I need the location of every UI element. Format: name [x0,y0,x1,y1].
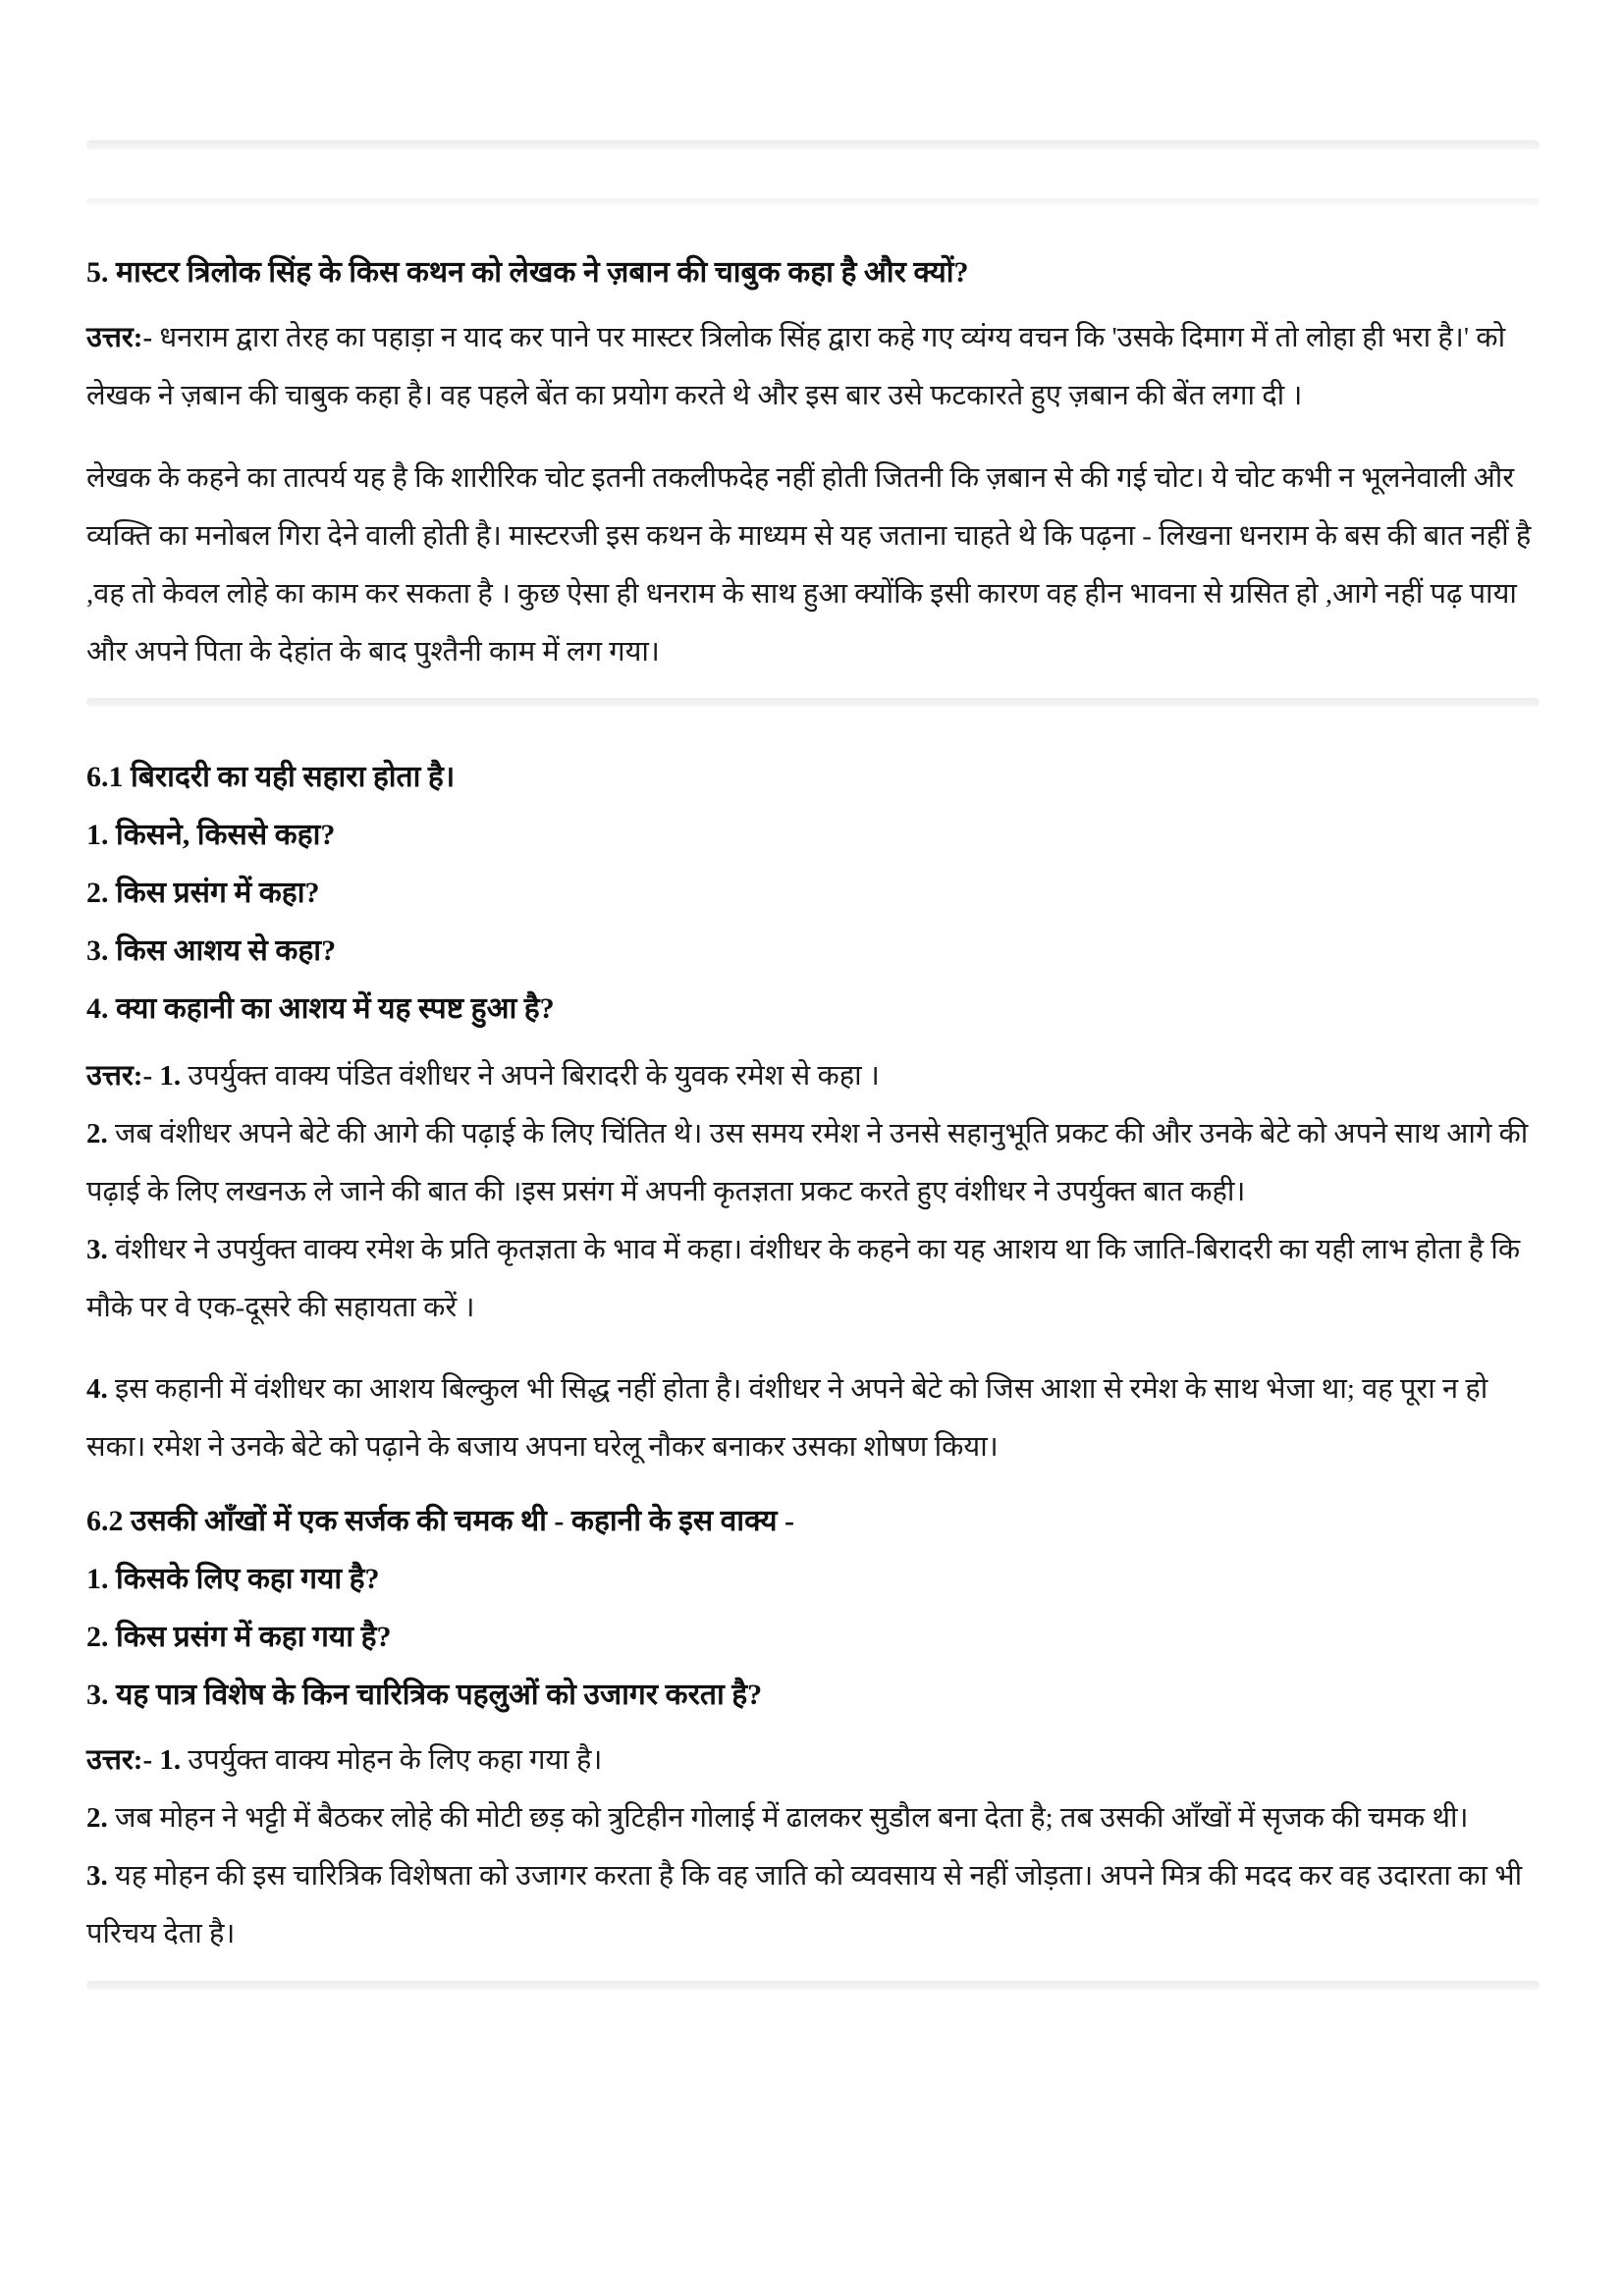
question-6-1-answer-1 [86,1047,1540,1105]
question-6-2-answer-3 [86,1847,1540,1963]
question-6-1-heading: 6.1 बिरादरी का यही सहारा होता है। [86,761,456,793]
question-6-1-answer-2 [86,1105,1540,1221]
question-6-2-sub-question-1: 1. किसके लिए कहा गया है? [86,1563,380,1595]
answer-label: 2. [86,1802,108,1834]
question-6-2-answer-1 [86,1732,1540,1789]
answer-text: उपर्युक्त वाक्य पंडित वंशीधर ने अपने बिरादरी के युवक रमेश से कहा । [188,1060,880,1092]
question-6-1-sub-question-2: 2. किस प्रसंग में कहा? [86,877,320,909]
answer-text: वंशीधर ने उपर्युक्त वाक्य रमेश के प्रति कृतज्ञता के भाव में कहा। वंशीधर के कहने का यह आशय था कि जाति-बिरादरी का यही लाभ होता है कि मौके पर वे एक-दूसरे की सहायता करें । [86,1234,1521,1323]
question-6-1-answer-3 [86,1221,1540,1337]
section-divider-top-secondary [86,198,1540,206]
question-6-2-sub-question-2: 2. किस प्रसंग में कहा गया है? [86,1621,392,1653]
question-6-1-sub-question-1: 1. किसने, किससे कहा? [86,819,336,851]
answer-label: 4. [86,1373,108,1405]
answer-label: 3. [86,1860,108,1892]
answer-text: जब मोहन ने भट्टी में बैठकर लोहे की मोटी छड़ को त्रुटिहीन गोलाई में ढालकर सुडौल बना देता है; तब उसकी आँखों में सृजक की चमक थी। [115,1802,1469,1834]
question-6-2-sub-question-3: 3. यह पात्र विशेष के किन चारित्रिक पहलुओं को उजागर करता है? [86,1679,763,1711]
question-6-1-sub-question-3: 3. किस आशय से कहा? [86,934,337,967]
section-divider-bottom [86,1981,1540,1990]
question-6-1-sub-question-4: 4. क्या कहानी का आशय में यह स्पष्ट हुआ है? [86,992,555,1025]
answer-text: यह मोहन की इस चारित्रिक विशेषता को उजागर करता है कि वह जाति को व्यवसाय से नहीं जोड़ता। अपने मित्र की मदद कर वह उदारता का भी परिचय देता है। [86,1860,1523,1949]
answer-text: इस कहानी में वंशीधर का आशय बिल्कुल भी सिद्ध नहीं होता है। वंशीधर ने अपने बेटे को जिस आशा से रमेश के साथ भेजा था; वह पूरा न हो सका। रमेश ने उनके बेटे को पढ़ाने के बजाय अपना घरेलू नौकर बनाकर उसका शोषण किया। [86,1373,1488,1463]
question-6-2-heading: 6.2 उसकी आँखों में एक सर्जक की चमक थी - कहानी के इस वाक्य - [86,1505,795,1537]
section-divider-top [86,140,1540,149]
answer-text: धनराम द्वारा तेरह का पहाड़ा न याद कर पाने पर मास्टर त्रिलोक सिंह द्वारा कहे गए व्यंग्य वचन कि 'उसके दिमाग में तो लोहा ही भरा है।' को लेखक ने ज़बान की चाबुक कहा है। वह पहले बेंत का प्रयोग करते थे और इस बार उसे फटकारते हुए ज़बान की बेंत लगा दी । [86,322,1506,411]
question-5-answer-paragraph-1 [86,309,1540,425]
question-6-1-answer-4 [86,1361,1540,1476]
answer-label: उत्तर:- 1. [86,1744,182,1776]
answer-label: 2. [86,1118,108,1149]
answer-label: उत्तर:- 1. [86,1060,182,1092]
answer-label: उत्तर:- [86,322,153,353]
answer-text: जब वंशीधर अपने बेटे की आगे की पढ़ाई के लिए चिंतित थे। उस समय रमेश ने उनसे सहानुभूति प्रकट की और उनके बेटे को अपने साथ आगे की पढ़ाई के लिए लखनऊ ले जाने की बात की ।इस प्रसंग में अपनी कृतज्ञता प्रकट करते हुए वंशीधर ने उपर्युक्त बात कही। [86,1118,1529,1207]
question-5-answer-paragraph-2: लेखक के कहने का तात्पर्य यह है कि शारीरिक चोट इतनी तकलीफदेह नहीं होती जितनी कि ज़बान से की गई चोट। ये चोट कभी न भूलनेवाली और व्यक्ति का मनोबल गिरा देने वाली होती है। मास्टरजी इस कथन के माध्यम से यह जताना चाहते थे कि पढ़ना - लिखना धनराम के बस की बात नहीं है ,वह तो केवल लोहे का काम कर सकता है । कुछ ऐसा ही धनराम के साथ हुआ क्योंकि इसी कारण वह हीन भावना से ग्रसित हो ,आगे नहीं पढ़ पाया और अपने पिता के देहांत के बाद पुश्तैनी काम में लग गया। [86,462,1532,667]
question-6-2-answer-2 [86,1789,1540,1847]
question-5-heading: 5. मास्टर त्रिलोक सिंह के किस कथन को लेखक ने ज़बान की चाबुक कहा है और क्यों? [86,256,969,289]
answer-text: उपर्युक्त वाक्य मोहन के लिए कहा गया है। [188,1744,603,1776]
section-divider-middle [86,698,1540,707]
answer-label: 3. [86,1234,108,1265]
